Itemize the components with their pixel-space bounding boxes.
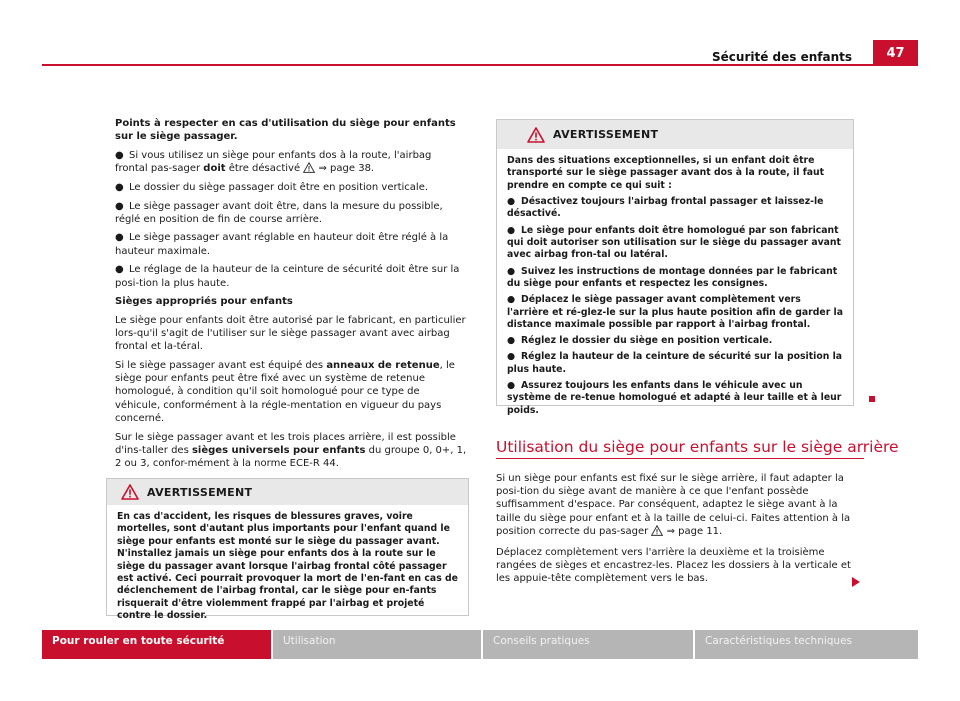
bullet-item: ● Le réglage de la hauteur de la ceinture de sécurité doit être sur la posi-tion la plus haute. (115, 264, 460, 289)
bullet-item: ● Le dossier du siège passager doit être en position verticale. (115, 181, 429, 193)
footer-tab-safety[interactable]: Pour rouler en toute sécurité (42, 630, 271, 659)
left-heading: Points à respecter en cas d'utilisation du siège pour enfants sur le siège passager. (115, 118, 456, 143)
section-title-rule (496, 458, 864, 459)
warning-triangle-icon (651, 525, 663, 536)
warning-bullet: ● Suivez les instructions de montage données par le fabricant du siège pour enfants et respectez les consignes. (507, 265, 838, 290)
right-column-text (496, 472, 856, 591)
subheading: Sièges appropriés pour enfants (115, 296, 293, 308)
warning-box-right (496, 119, 854, 416)
warning-triangle-icon (527, 127, 545, 143)
warning-triangle-icon (121, 484, 139, 500)
warning-text: En cas d'accident, les risques de blessures graves, voire mortelles, sont d'autant plus importants pour l'enfant quand le siège pour enfants est monté sur le siège du passager avant. N'installez jamais un siège pour enfants dos à la route sur le siège du passager avant lorsque l'airbag frontal côté passager est activé. Ceci pourrait provoquer la mort de l'en-fant en cas de déclenchement de l'airbag frontal, car le siège pour en-fants risquerait d'être violemment frappé par l'airbag et projeté contre le dossier. (117, 511, 458, 622)
warning-triangle-icon (303, 162, 315, 173)
warning-bullet: ● Assurez toujours les enfants dans le véhicule avec un système de re-tenue homologué et adapté à leur taille et à leur poids. (507, 380, 842, 416)
paragraph: Sur le siège passager avant et les trois places arrière, il est possible d'ins-taller des sièges universels pour enfants du groupe 0, 0+, 1, 2 ou 3, confor-mément à la norme ECE-R 44. (115, 431, 467, 469)
warning-bullet: ● Le siège pour enfants doit être homologué par son fabricant qui doit autoriser son utilisation sur le siège du passager avant avec airbag fron-tal ou latéral. (507, 224, 841, 261)
page-ref-link[interactable]: ⇒ page 11. (663, 525, 723, 537)
warning-intro: Dans des situations exceptionnelles, si un enfant doit être transporté sur le siège passager avant dos à la route, il faut prendre en compte ce qui suit : (507, 155, 825, 191)
header-rule (42, 64, 918, 66)
bullet-item: ● Si vous utilisez un siège pour enfants dos à la route, l'airbag frontal pas-sager doit être désactivé ⇒ page 38. (115, 149, 432, 175)
continue-arrow-icon (852, 577, 860, 587)
warning-bullet: ● Déplacez le siège passager avant complètement vers l'arrière et ré-glez-le sur la plus haute position afin de garder la distance maximale possible par rapport à l'airbag frontal. (507, 294, 843, 331)
footer-tab-tips[interactable]: Conseils pratiques (483, 630, 693, 659)
warning-bullet: ● Désactivez toujours l'airbag frontal passager et laissez-le désactivé. (507, 196, 824, 220)
bullet-item: ● Le siège passager avant doit être, dans la mesure du possible, réglé en position de fin de course arrière. (115, 200, 443, 225)
footer-tab-specs[interactable]: Caractéristiques techniques (695, 630, 918, 659)
section-title: Utilisation du siège pour enfants sur le siège arrière (496, 438, 899, 456)
warning-bullet: ● Réglez le dossier du siège en position verticale. (507, 335, 773, 347)
running-header-title: Sécurité des enfants (712, 50, 852, 64)
paragraph: Le siège pour enfants doit être autorisé par le fabricant, en particulier lors-qu'il s'agit de l'utiliser sur le siège passager avant avec airbag frontal et la-téral. (115, 314, 466, 353)
paragraph: Déplacez complètement vers l'arrière la deuxième et la troisième rangées de sièges et encastrez-les. Placez les dossiers à la verticale et les appuie-tête complètement vers le bas. (496, 547, 851, 585)
left-column (115, 117, 467, 476)
warning-header: AVERTISSEMENT (107, 479, 468, 505)
paragraph: Si un siège pour enfants est fixé sur le siège arrière, il faut adapter la posi-tion du siège avant de manière à ce que l'enfant possède suffisamment d'espace. Par conséquent, adaptez le siège avant à la taille du siège pour enfant et à la taille de celui-ci. Faites attention à la position correcte du pas-sager ⇒ page 11. (496, 473, 851, 537)
page-number: 47 (873, 40, 918, 66)
bullet-item: ● Le siège passager avant réglable en hauteur doit être réglé à la hauteur maximale. (115, 232, 449, 257)
warning-header: AVERTISSEMENT (497, 120, 853, 149)
page-ref-link[interactable]: ⇒ page 38. (315, 163, 375, 175)
warning-box-left (106, 478, 469, 622)
end-of-section-marker (869, 396, 875, 402)
footer-tab-usage[interactable]: Utilisation (273, 630, 481, 659)
paragraph: Si le siège passager avant est équipé des anneaux de retenue, le siège pour enfants peut être fixé avec un système de retenue homologué, à condition qu'il soit homologué pour ce type de véhicule, conformément à la régle-mentation en vigueur du pays concerné. (115, 360, 455, 424)
warning-bullet: ● Réglez la hauteur de la ceinture de sécurité sur la position la plus haute. (507, 351, 843, 375)
